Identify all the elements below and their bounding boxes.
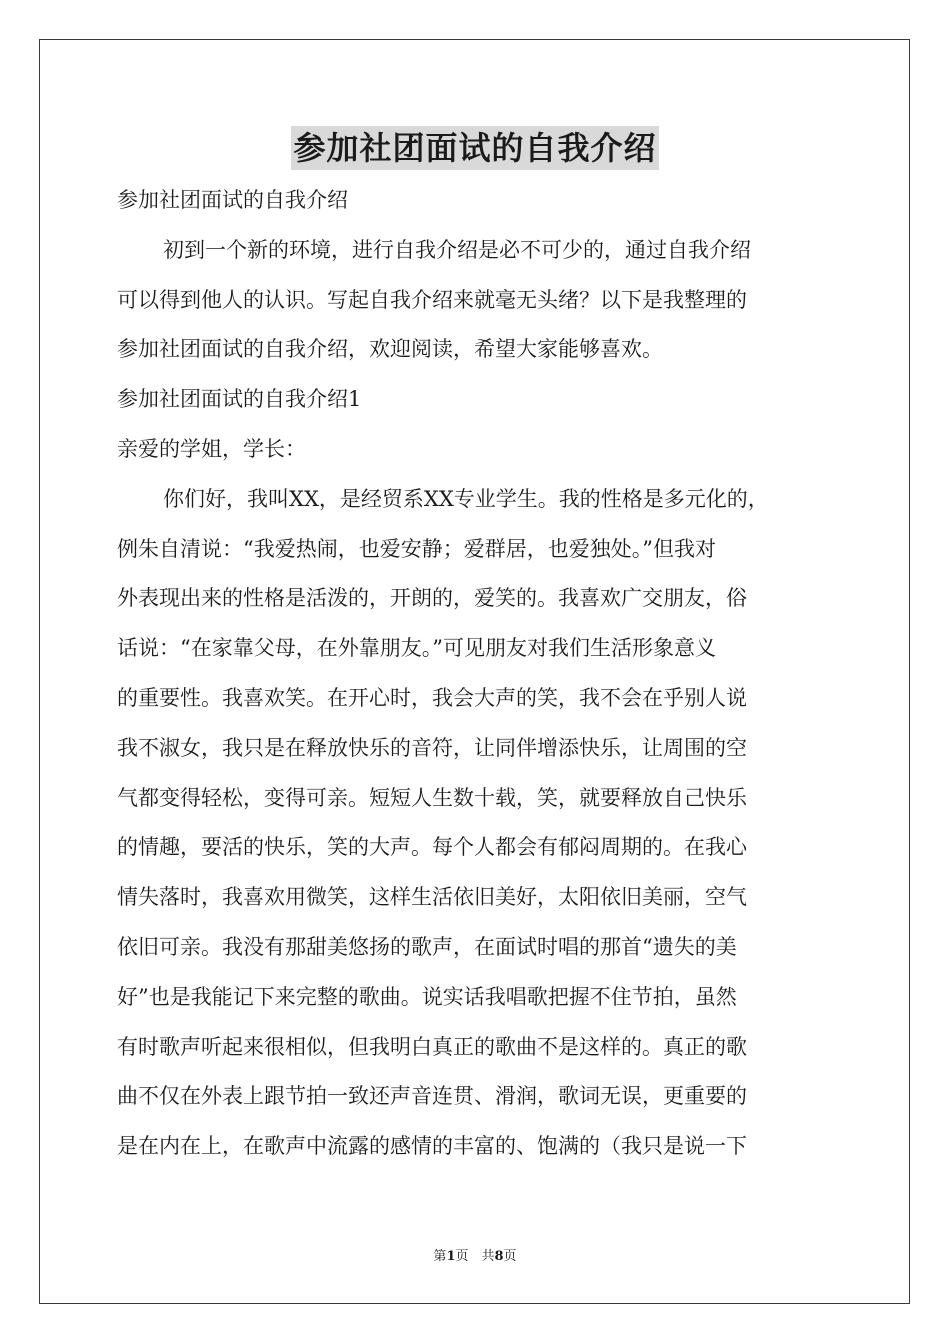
footer-prefix: 第 [433, 1249, 447, 1264]
page-footer [0, 1245, 950, 1264]
title-container [0, 126, 950, 170]
footer-suffix: 页 [503, 1249, 517, 1264]
footer-page-number: 1 [446, 1249, 456, 1264]
paragraph-line: 初到一个新的环境，进行自我介绍是必不可少的，通过自我介绍 [163, 237, 751, 262]
paragraph-line: 例朱自清说：“我爱热闹，也爱安静；爱群居，也爱独处。”但我对 [117, 536, 716, 561]
footer-total-pages: 8 [494, 1249, 504, 1264]
paragraph-line: 是在内在上，在歌声中流露的感情的丰富的、饱满的（我只是说一下 [117, 1134, 747, 1159]
paragraph-line: 外表现出来的性格是活泼的，开朗的，爱笑的。我喜欢广交朋友，俗 [117, 586, 747, 611]
salutation-line: 亲爱的学姐，学长： [117, 436, 306, 461]
document-body [117, 176, 837, 1172]
paragraph-line: 气都变得轻松，变得可亲。短短人生数十载，笑，就要释放自己快乐 [117, 785, 747, 810]
paragraph-line: 曲不仅在外表上跟节拍一致还声音连贯、滑润，歌词无误，更重要的 [117, 1084, 747, 1109]
paragraph-line: 可以得到他人的认识。写起自我介绍来就毫无头绪？以下是我整理的 [117, 287, 747, 312]
paragraph-line: 依旧可亲。我没有那甜美悠扬的歌声，在面试时唱的那首“遗失的美 [117, 934, 737, 959]
paragraph-line: 你们好，我叫XX，是经贸系XX专业学生。我的性格是多元化的， [163, 486, 769, 511]
paragraph-line: 参加社团面试的自我介绍，欢迎阅读，希望大家能够喜欢。 [117, 337, 663, 362]
paragraph-line: 好”也是我能记下来完整的歌曲。说实话我唱歌把握不住节拍，虽然 [117, 984, 737, 1009]
paragraph-line: 的情趣，要活的快乐，笑的大声。每个人都会有郁闷周期的。在我心 [117, 835, 747, 860]
paragraph-line: 我不淑女，我只是在释放快乐的音符，让同伴增添快乐，让周围的空 [117, 735, 747, 760]
subtitle-line: 参加社团面试的自我介绍 [117, 188, 348, 212]
section-heading: 参加社团面试的自我介绍1 [117, 387, 362, 412]
document-title: 参加社团面试的自我介绍 [291, 126, 658, 170]
paragraph-line: 有时歌声听起来很相似，但我明白真正的歌曲不是这样的。真正的歌 [117, 1034, 747, 1059]
paragraph-line: 话说：“在家靠父母，在外靠朋友。”可见朋友对我们生活形象意义 [117, 636, 716, 661]
paragraph-line: 情失落时，我喜欢用微笑，这样生活依旧美好，太阳依旧美丽，空气 [117, 885, 747, 910]
paragraph-line: 的重要性。我喜欢笑。在开心时，我会大声的笑，我不会在乎别人说 [117, 685, 747, 710]
footer-middle: 页 共 [455, 1249, 495, 1264]
